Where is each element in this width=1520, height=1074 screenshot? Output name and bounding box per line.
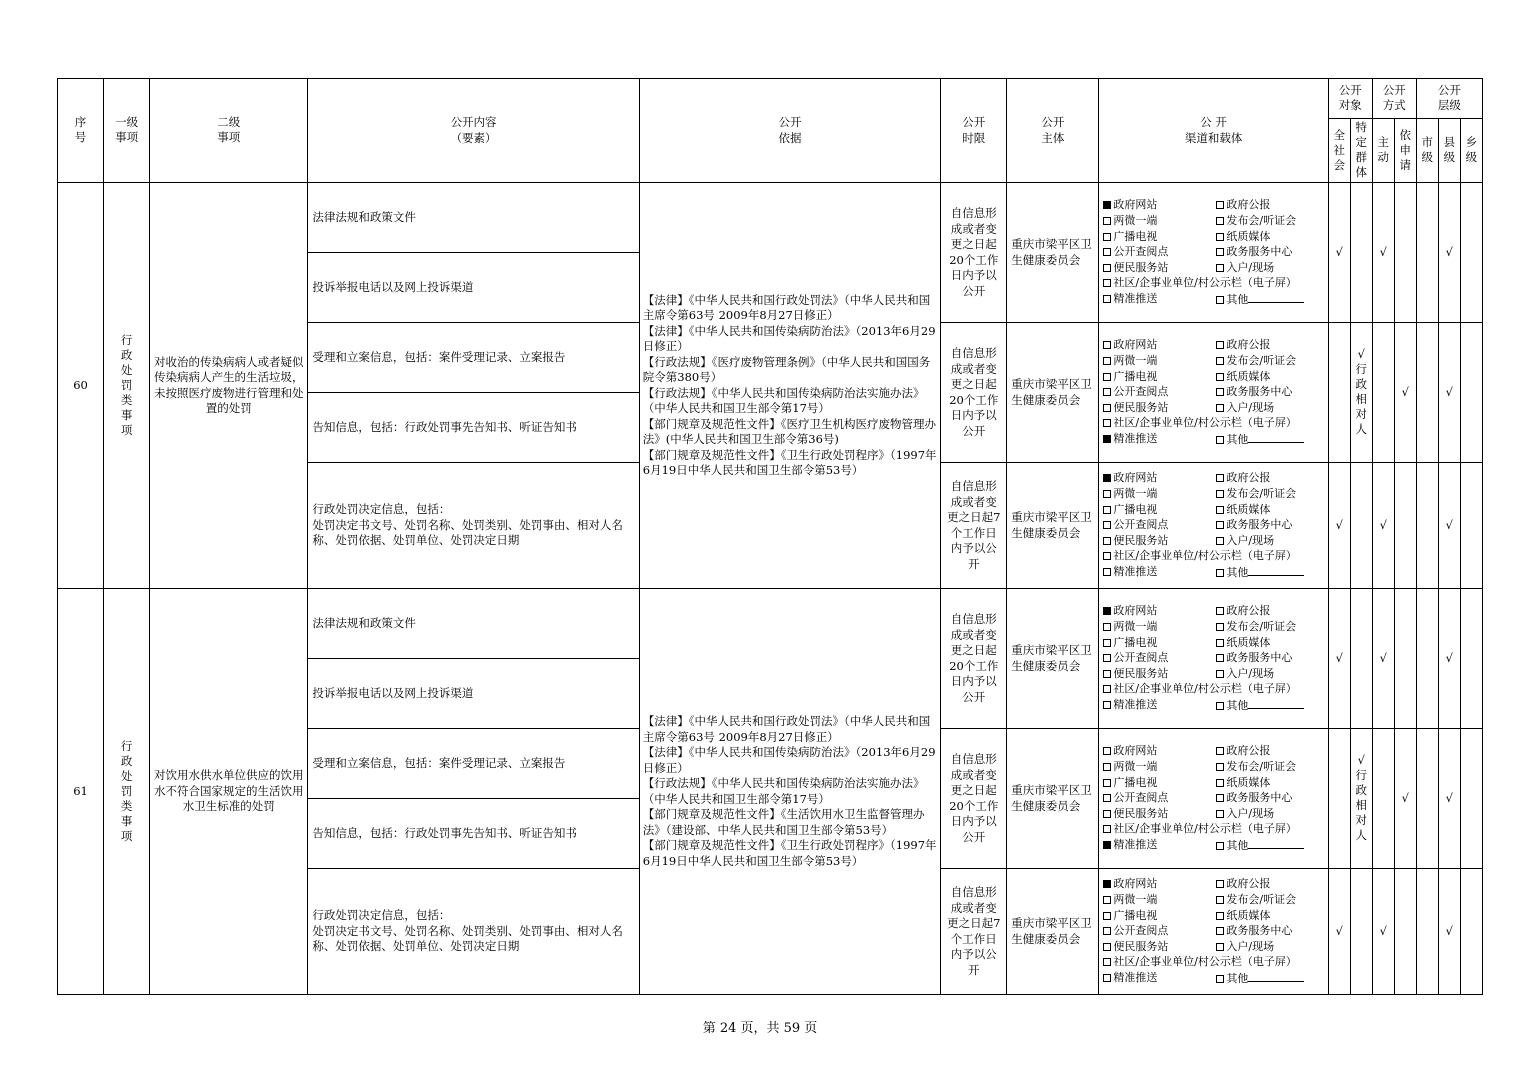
checkbox-icon[interactable] [1103,927,1111,935]
header-seq: 序号 [58,79,104,183]
blank-line [1248,837,1304,849]
level1-cell: 行政处罚类事项 [104,589,150,995]
header-method: 公开方式 [1372,79,1416,119]
checkbox-icon[interactable] [1103,654,1111,662]
audience-specific-cell: √行政相对人 [1350,323,1372,463]
checkbox-icon[interactable] [1103,607,1111,615]
level-town-cell [1460,323,1482,463]
checkbox-icon[interactable] [1103,537,1111,545]
checkbox-icon[interactable] [1216,880,1224,888]
time-limit-cell: 自信息形成或者变更之日起7个工作日内予以公开 [941,869,1007,995]
channel-cell: 政府网站 政府公报 两微一端 发布会/听证会 广播电视 纸质媒体 公开查阅点 政务服务中心 便民服务站 入户/现场 社区/企事业单位/村公示栏（电子屏） 精准推送 其他 [1099,869,1328,995]
blank-line [1248,564,1304,576]
checkbox-icon[interactable] [1216,842,1224,850]
checkbox-icon[interactable] [1103,404,1111,412]
checkbox-icon[interactable] [1103,568,1111,576]
content-cell: 行政处罚决定信息，包括： 处罚决定书文号、处罚名称、处罚类别、处罚事由、相对人名称、处罚依据、处罚单位、处罚决定日期 [308,463,639,589]
checkbox-icon[interactable] [1216,975,1224,983]
checkbox-icon[interactable] [1216,373,1224,381]
level-county-cell: √ [1438,463,1460,589]
checkbox-icon[interactable] [1103,248,1111,256]
method-request-cell [1394,869,1416,995]
checkbox-icon[interactable] [1103,639,1111,647]
method-active-cell: √ [1372,463,1394,589]
table-row [58,589,1483,659]
checkbox-icon[interactable] [1216,296,1224,304]
checkbox-icon[interactable] [1103,521,1111,529]
header-content: 公开内容 （要素） [308,79,639,183]
blank-line [1248,431,1304,443]
checkbox-icon[interactable] [1216,341,1224,349]
checkbox-icon[interactable] [1103,841,1111,849]
level-city-cell [1416,183,1438,323]
checkbox-icon[interactable] [1216,779,1224,787]
checkbox-icon[interactable] [1216,569,1224,577]
audience-all-cell: √ [1328,463,1350,589]
header-audience-specific: 特定群体 [1350,119,1372,183]
method-active-cell [1372,729,1394,869]
checkbox-icon[interactable] [1216,490,1224,498]
time-limit-cell: 自信息形成或者变更之日起20个工作日内予以公开 [941,729,1007,869]
checkbox-icon[interactable] [1216,747,1224,755]
level2-cell: 对收治的传染病病人或者疑似传染病病人产生的生活垃圾，未按照医疗废物进行管理和处置的处罚 [150,183,308,589]
checkbox-icon[interactable] [1103,912,1111,920]
time-limit-cell: 自信息形成或者变更之日起20个工作日内予以公开 [941,589,1007,729]
header-level-city: 市级 [1416,119,1438,183]
header-subject: 公开 主体 [1007,79,1099,183]
checkbox-icon[interactable] [1103,896,1111,904]
basis-cell: 【法律】《中华人民共和国行政处罚法》（中华人民共和国主席令第63号 2009年8月27日修正） 【法律】《中华人民共和国传染病防治法》（2013年6月29日修正） 【行政法规】《中华人民共和国传染病防治法实施办法》（中华人民共和国卫生部令第17号） 【部门规章及规范性文件】《生活饮用水卫生监督管理办法》（建设部、中华人民共和国卫生部令第53号） 【部门规章及规范性文件】《卫生行政处罚程序》（1997年6月19日中华人民共和国卫生部令第53号） [639,589,940,995]
content-cell: 受理和立案信息，包括：案件受理记录、立案报告 [308,729,639,799]
header-level-county: 县级 [1438,119,1460,183]
time-limit-cell: 自信息形成或者变更之日起20个工作日内予以公开 [941,323,1007,463]
checkbox-icon[interactable] [1103,825,1111,833]
checkbox-icon[interactable] [1103,474,1111,482]
method-active-cell [1372,323,1394,463]
basis-cell: 【法律】《中华人民共和国行政处罚法》（中华人民共和国主席令第63号 2009年8月27日修正） 【法律】《中华人民共和国传染病防治法》（2013年6月29日修正） 【行政法规】《医疗废物管理条例》（中华人民共和国国务院令第380号） 【行政法规】《中华人民共和国传染病防治法实施办法》（中华人民共和国卫生部令第17号） 【部门规章及规范性文件】《医疗卫生机构医疗废物管理办法》(中华人民共和国卫生部令第36号) 【部门规章及规范性文件】《卫生行政处罚程序》（1997年6月19日中华人民共和国卫生部令第53号） [639,183,940,589]
subject-cell: 重庆市梁平区卫生健康委员会 [1007,323,1099,463]
header-time-limit: 公开 时限 [941,79,1007,183]
checkbox-icon[interactable] [1103,201,1111,209]
header-basis: 公开 依据 [639,79,940,183]
method-request-cell [1394,183,1416,323]
audience-all-cell: √ [1328,589,1350,729]
channel-cell: 政府网站 政府公报 两微一端 发布会/听证会 广播电视 纸质媒体 公开查阅点 政务服务中心 便民服务站 入户/现场 社区/企事业单位/村公示栏（电子屏） 精准推送 其他 [1099,463,1328,589]
header-audience-all: 全社会 [1328,119,1350,183]
audience-all-cell: √ [1328,183,1350,323]
level-city-cell [1416,869,1438,995]
level-county-cell: √ [1438,183,1460,323]
checkbox-icon[interactable] [1103,747,1111,755]
level-town-cell [1460,183,1482,323]
time-limit-cell: 自信息形成或者变更之日起7个工作日内予以公开 [941,463,1007,589]
level-town-cell [1460,463,1482,589]
checkbox-icon[interactable] [1103,685,1111,693]
channel-cell: 政府网站 政府公报 两微一端 发布会/听证会 广播电视 纸质媒体 公开查阅点 政务服务中心 便民服务站 入户/现场 社区/企事业单位/村公示栏（电子屏） 精准推送 其他 [1099,183,1328,323]
level-city-cell [1416,463,1438,589]
header-level1: 一级事项 [104,79,150,183]
checkbox-icon[interactable] [1216,896,1224,904]
level-city-cell [1416,589,1438,729]
audience-specific-cell: √行政相对人 [1350,729,1372,869]
checkbox-icon[interactable] [1103,958,1111,966]
level-town-cell [1460,869,1482,995]
header-audience: 公开对象 [1328,79,1372,119]
checkbox-icon[interactable] [1216,623,1224,631]
checkbox-icon[interactable] [1216,794,1224,802]
audience-all-cell: √ [1328,869,1350,995]
subject-cell: 重庆市梁平区卫生健康委员会 [1007,463,1099,589]
checkbox-icon[interactable] [1216,763,1224,771]
checkbox-icon[interactable] [1103,763,1111,771]
audience-specific-cell [1350,869,1372,995]
header-level: 公开层级 [1416,79,1482,119]
checkbox-icon[interactable] [1103,943,1111,951]
checkbox-icon[interactable] [1103,357,1111,365]
audience-specific-cell [1350,183,1372,323]
seq-cell: 61 [58,589,104,995]
level1-cell: 行政处罚类事项 [104,183,150,589]
checkbox-icon[interactable] [1216,436,1224,444]
subject-cell: 重庆市梁平区卫生健康委员会 [1007,729,1099,869]
level-county-cell: √ [1438,323,1460,463]
blank-line [1248,291,1304,303]
checkbox-icon[interactable] [1103,490,1111,498]
level-county-cell: √ [1438,729,1460,869]
header-method-active: 主动 [1372,119,1394,183]
method-request-cell: √ [1394,323,1416,463]
content-cell: 受理和立案信息，包括：案件受理记录、立案报告 [308,323,639,393]
level-county-cell: √ [1438,869,1460,995]
checkbox-icon[interactable] [1103,670,1111,678]
content-cell: 告知信息，包括：行政处罚事先告知书、听证告知书 [308,393,639,463]
checkbox-icon[interactable] [1216,248,1224,256]
content-cell: 告知信息，包括：行政处罚事先告知书、听证告知书 [308,799,639,869]
level-county-cell: √ [1438,589,1460,729]
checkbox-icon[interactable] [1216,357,1224,365]
header-level-town: 乡级 [1460,119,1482,183]
checkbox-icon[interactable] [1216,537,1224,545]
checkbox-icon[interactable] [1216,388,1224,396]
level-town-cell [1460,729,1482,869]
content-cell: 法律法规和政策文件 [308,589,639,659]
checkbox-icon[interactable] [1216,233,1224,241]
header-channel: 公 开 渠道和载体 [1099,79,1328,183]
checkbox-icon[interactable] [1103,974,1111,982]
page-footer: 第 24 页，共 59 页 [702,1021,818,1036]
checkbox-icon[interactable] [1103,623,1111,631]
checkbox-icon[interactable] [1103,388,1111,396]
checkbox-icon[interactable] [1216,607,1224,615]
checkbox-icon[interactable] [1216,702,1224,710]
method-request-cell [1394,463,1416,589]
subject-cell: 重庆市梁平区卫生健康委员会 [1007,869,1099,995]
checkbox-icon[interactable] [1216,670,1224,678]
channel-cell: 政府网站 政府公报 两微一端 发布会/听证会 广播电视 纸质媒体 公开查阅点 政务服务中心 便民服务站 入户/现场 社区/企事业单位/村公示栏（电子屏） 精准推送 其他 [1099,323,1328,463]
header-method-request: 依申请 [1394,119,1416,183]
audience-all-cell [1328,323,1350,463]
checkbox-icon[interactable] [1103,435,1111,443]
blank-line [1248,697,1304,709]
checkbox-icon[interactable] [1103,552,1111,560]
channel-cell: 政府网站 政府公报 两微一端 发布会/听证会 广播电视 纸质媒体 公开查阅点 政务服务中心 便民服务站 入户/现场 社区/企事业单位/村公示栏（电子屏） 精准推送 其他 [1099,729,1328,869]
checkbox-icon[interactable] [1216,927,1224,935]
level-town-cell [1460,589,1482,729]
table-row [58,183,1483,253]
checkbox-icon[interactable] [1103,779,1111,787]
disclosure-table [57,78,1483,995]
checkbox-icon[interactable] [1216,474,1224,482]
checkbox-icon[interactable] [1103,701,1111,709]
checkbox-icon[interactable] [1103,419,1111,427]
checkbox-icon[interactable] [1103,233,1111,241]
time-limit-cell: 自信息形成或者变更之日起20个工作日内予以公开 [941,183,1007,323]
checkbox-icon[interactable] [1103,794,1111,802]
audience-specific-cell [1350,589,1372,729]
content-cell: 行政处罚决定信息，包括： 处罚决定书文号、处罚名称、处罚类别、处罚事由、相对人名称、处罚依据、处罚单位、处罚决定日期 [308,869,639,995]
checkbox-icon[interactable] [1103,295,1111,303]
checkbox-icon[interactable] [1103,341,1111,349]
checkbox-icon[interactable] [1103,279,1111,287]
checkbox-icon[interactable] [1216,404,1224,412]
method-active-cell: √ [1372,589,1394,729]
checkbox-icon[interactable] [1216,943,1224,951]
content-cell: 投诉举报电话以及网上投诉渠道 [308,253,639,323]
checkbox-icon[interactable] [1103,264,1111,272]
checkbox-icon[interactable] [1103,506,1111,514]
audience-all-cell [1328,729,1350,869]
level-city-cell [1416,729,1438,869]
checkbox-icon[interactable] [1103,373,1111,381]
method-active-cell: √ [1372,183,1394,323]
subject-cell: 重庆市梁平区卫生健康委员会 [1007,183,1099,323]
checkbox-icon[interactable] [1216,201,1224,209]
level2-cell: 对饮用水供水单位供应的饮用水不符合国家规定的生活饮用水卫生标准的处罚 [150,589,308,995]
method-active-cell: √ [1372,869,1394,995]
content-cell: 投诉举报电话以及网上投诉渠道 [308,659,639,729]
subject-cell: 重庆市梁平区卫生健康委员会 [1007,589,1099,729]
method-request-cell: √ [1394,729,1416,869]
checkbox-icon[interactable] [1216,217,1224,225]
seq-cell: 60 [58,183,104,589]
checkbox-icon[interactable] [1216,654,1224,662]
checkbox-icon[interactable] [1103,880,1111,888]
checkbox-icon[interactable] [1216,810,1224,818]
checkbox-icon[interactable] [1103,217,1111,225]
audience-specific-cell [1350,463,1372,589]
checkbox-icon[interactable] [1216,264,1224,272]
content-cell: 法律法规和政策文件 [308,183,639,253]
checkbox-icon[interactable] [1216,506,1224,514]
checkbox-icon[interactable] [1216,639,1224,647]
checkbox-icon[interactable] [1103,810,1111,818]
header-level2: 二级事项 [150,79,308,183]
level-city-cell [1416,323,1438,463]
checkbox-icon[interactable] [1216,912,1224,920]
method-request-cell [1394,589,1416,729]
blank-line [1248,970,1304,982]
checkbox-icon[interactable] [1216,521,1224,529]
channel-cell: 政府网站 政府公报 两微一端 发布会/听证会 广播电视 纸质媒体 公开查阅点 政务服务中心 便民服务站 入户/现场 社区/企事业单位/村公示栏（电子屏） 精准推送 其他 [1099,589,1328,729]
